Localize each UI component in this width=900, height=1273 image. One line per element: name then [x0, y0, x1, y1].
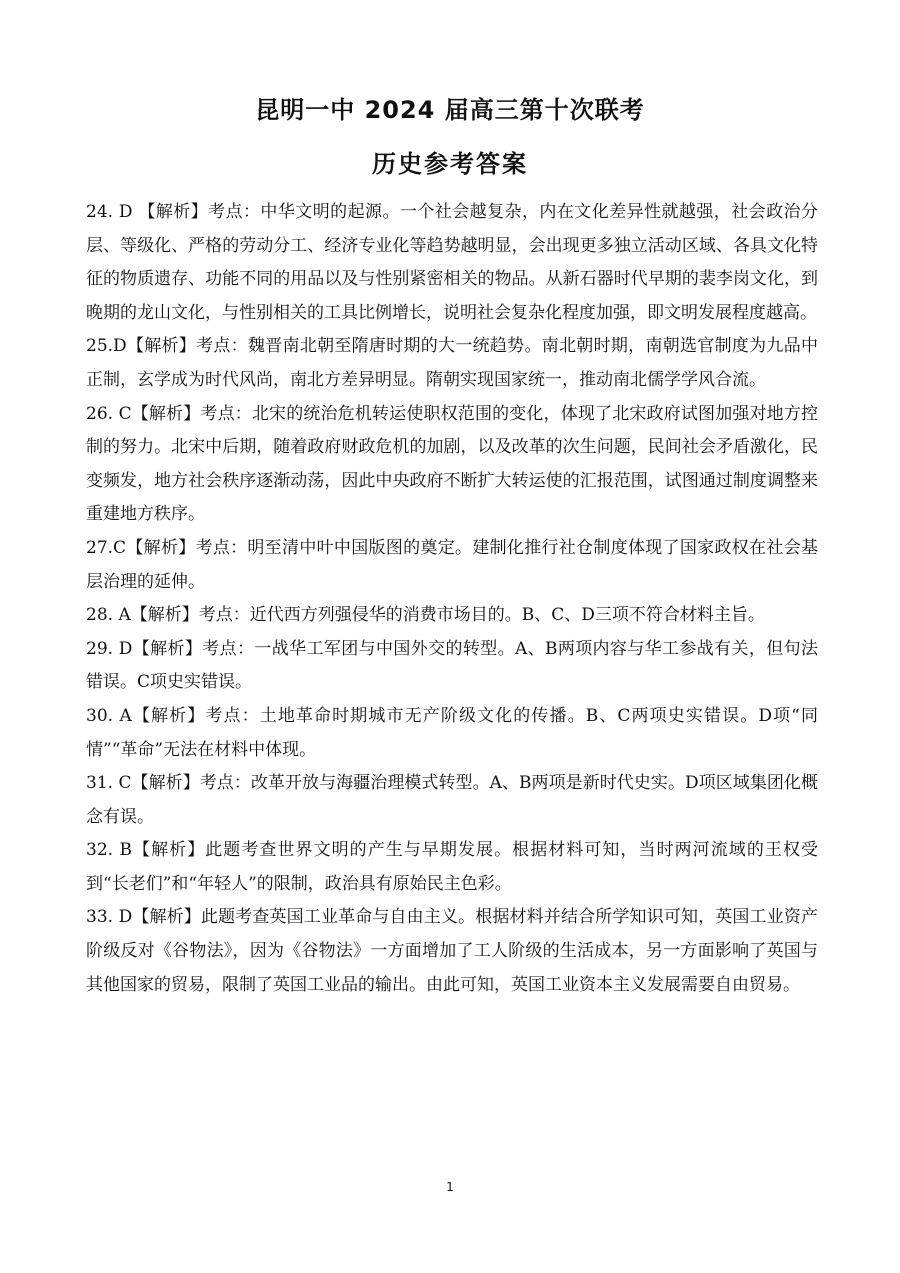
- answer-30: 30. A【解析】考点：土地革命时期城市无产阶级文化的传播。B、C两项史实错误。D项“同情”“革命”无法在材料中体现。: [86, 705, 818, 760]
- answer-31: 31. C【解析】考点：改革开放与海疆治理模式转型。A、B两项是新时代史实。D项区域集团化概念有误。: [86, 773, 818, 827]
- document-title: 昆明一中 2024 届高三第十次联考: [255, 96, 645, 124]
- answer-29: 29. D【解析】考点：一战华工军团与中国外交的转型。A、B两项内容与华工参战有关，但句法错误。C项史实错误。: [86, 638, 818, 693]
- document-subtitle: 历史参考答案: [372, 150, 528, 178]
- answer-28: 28. A【解析】考点：近代西方列强侵华的消费市场目的。B、C、D三项不符合材料主旨。: [86, 605, 765, 626]
- answer-26: 26. C【解析】考点：北宋的统治危机转运使职权范围的变化，体现了北宋政府试图加强对地方控制的努力。北宋中后期，随着政府财政危机的加剧，以及改革的次生问题，民间社会矛盾激化，民变频发，地方社会秩序逐渐动荡，因此中央政府不断扩大转运使的汇报范围，试图通过制度调整来重建地方秩序。: [86, 403, 818, 525]
- answer-list: [86, 196, 818, 1002]
- answer-24: 24. D 【解析】考点：中华文明的起源。一个社会越复杂，内在文化差异性就越强，社会政治分层、等级化、严格的劳动分工、经济专业化等趋势越明显，会出现更多独立活动区域、各具文化特征的物质遗存、功能不同的用品以及与性别紧密相关的物品。从新石器时代早期的裴李岗文化，到晚期的龙山文化，与性别相关的工具比例增长，说明社会复杂化程度加强，即文明发展程度越高。: [86, 202, 818, 323]
- page-number: 1: [446, 1180, 454, 1194]
- answer-25: 25.D【解析】考点：魏晋南北朝至隋唐时期的大一统趋势。南北朝时期，南朝选官制度为九品中正制，玄学成为时代风尚，南北方差异明显。隋朝实现国家统一，推动南北儒学学风合流。: [86, 336, 818, 390]
- answer-27: 27.C【解析】考点：明至清中叶中国版图的奠定。建制化推行社仓制度体现了国家政权在社会基层治理的延伸。: [86, 537, 818, 592]
- answer-33: 33. D【解析】此题考查英国工业革命与自由主义。根据材料并结合所学知识可知，英国工业资产阶级反对《谷物法》，因为《谷物法》一方面增加了工人阶级的生活成本，另一方面影响了英国与其他国家的贸易，限制了英国工业品的输出。由此可知，英国工业资本主义发展需要自由贸易。: [86, 907, 818, 995]
- answer-32: 32. B【解析】此题考查世界文明的产生与早期发展。根据材料可知，当时两河流域的王权受到“长老们”和“年轻人”的限制，政治具有原始民主色彩。: [86, 840, 818, 894]
